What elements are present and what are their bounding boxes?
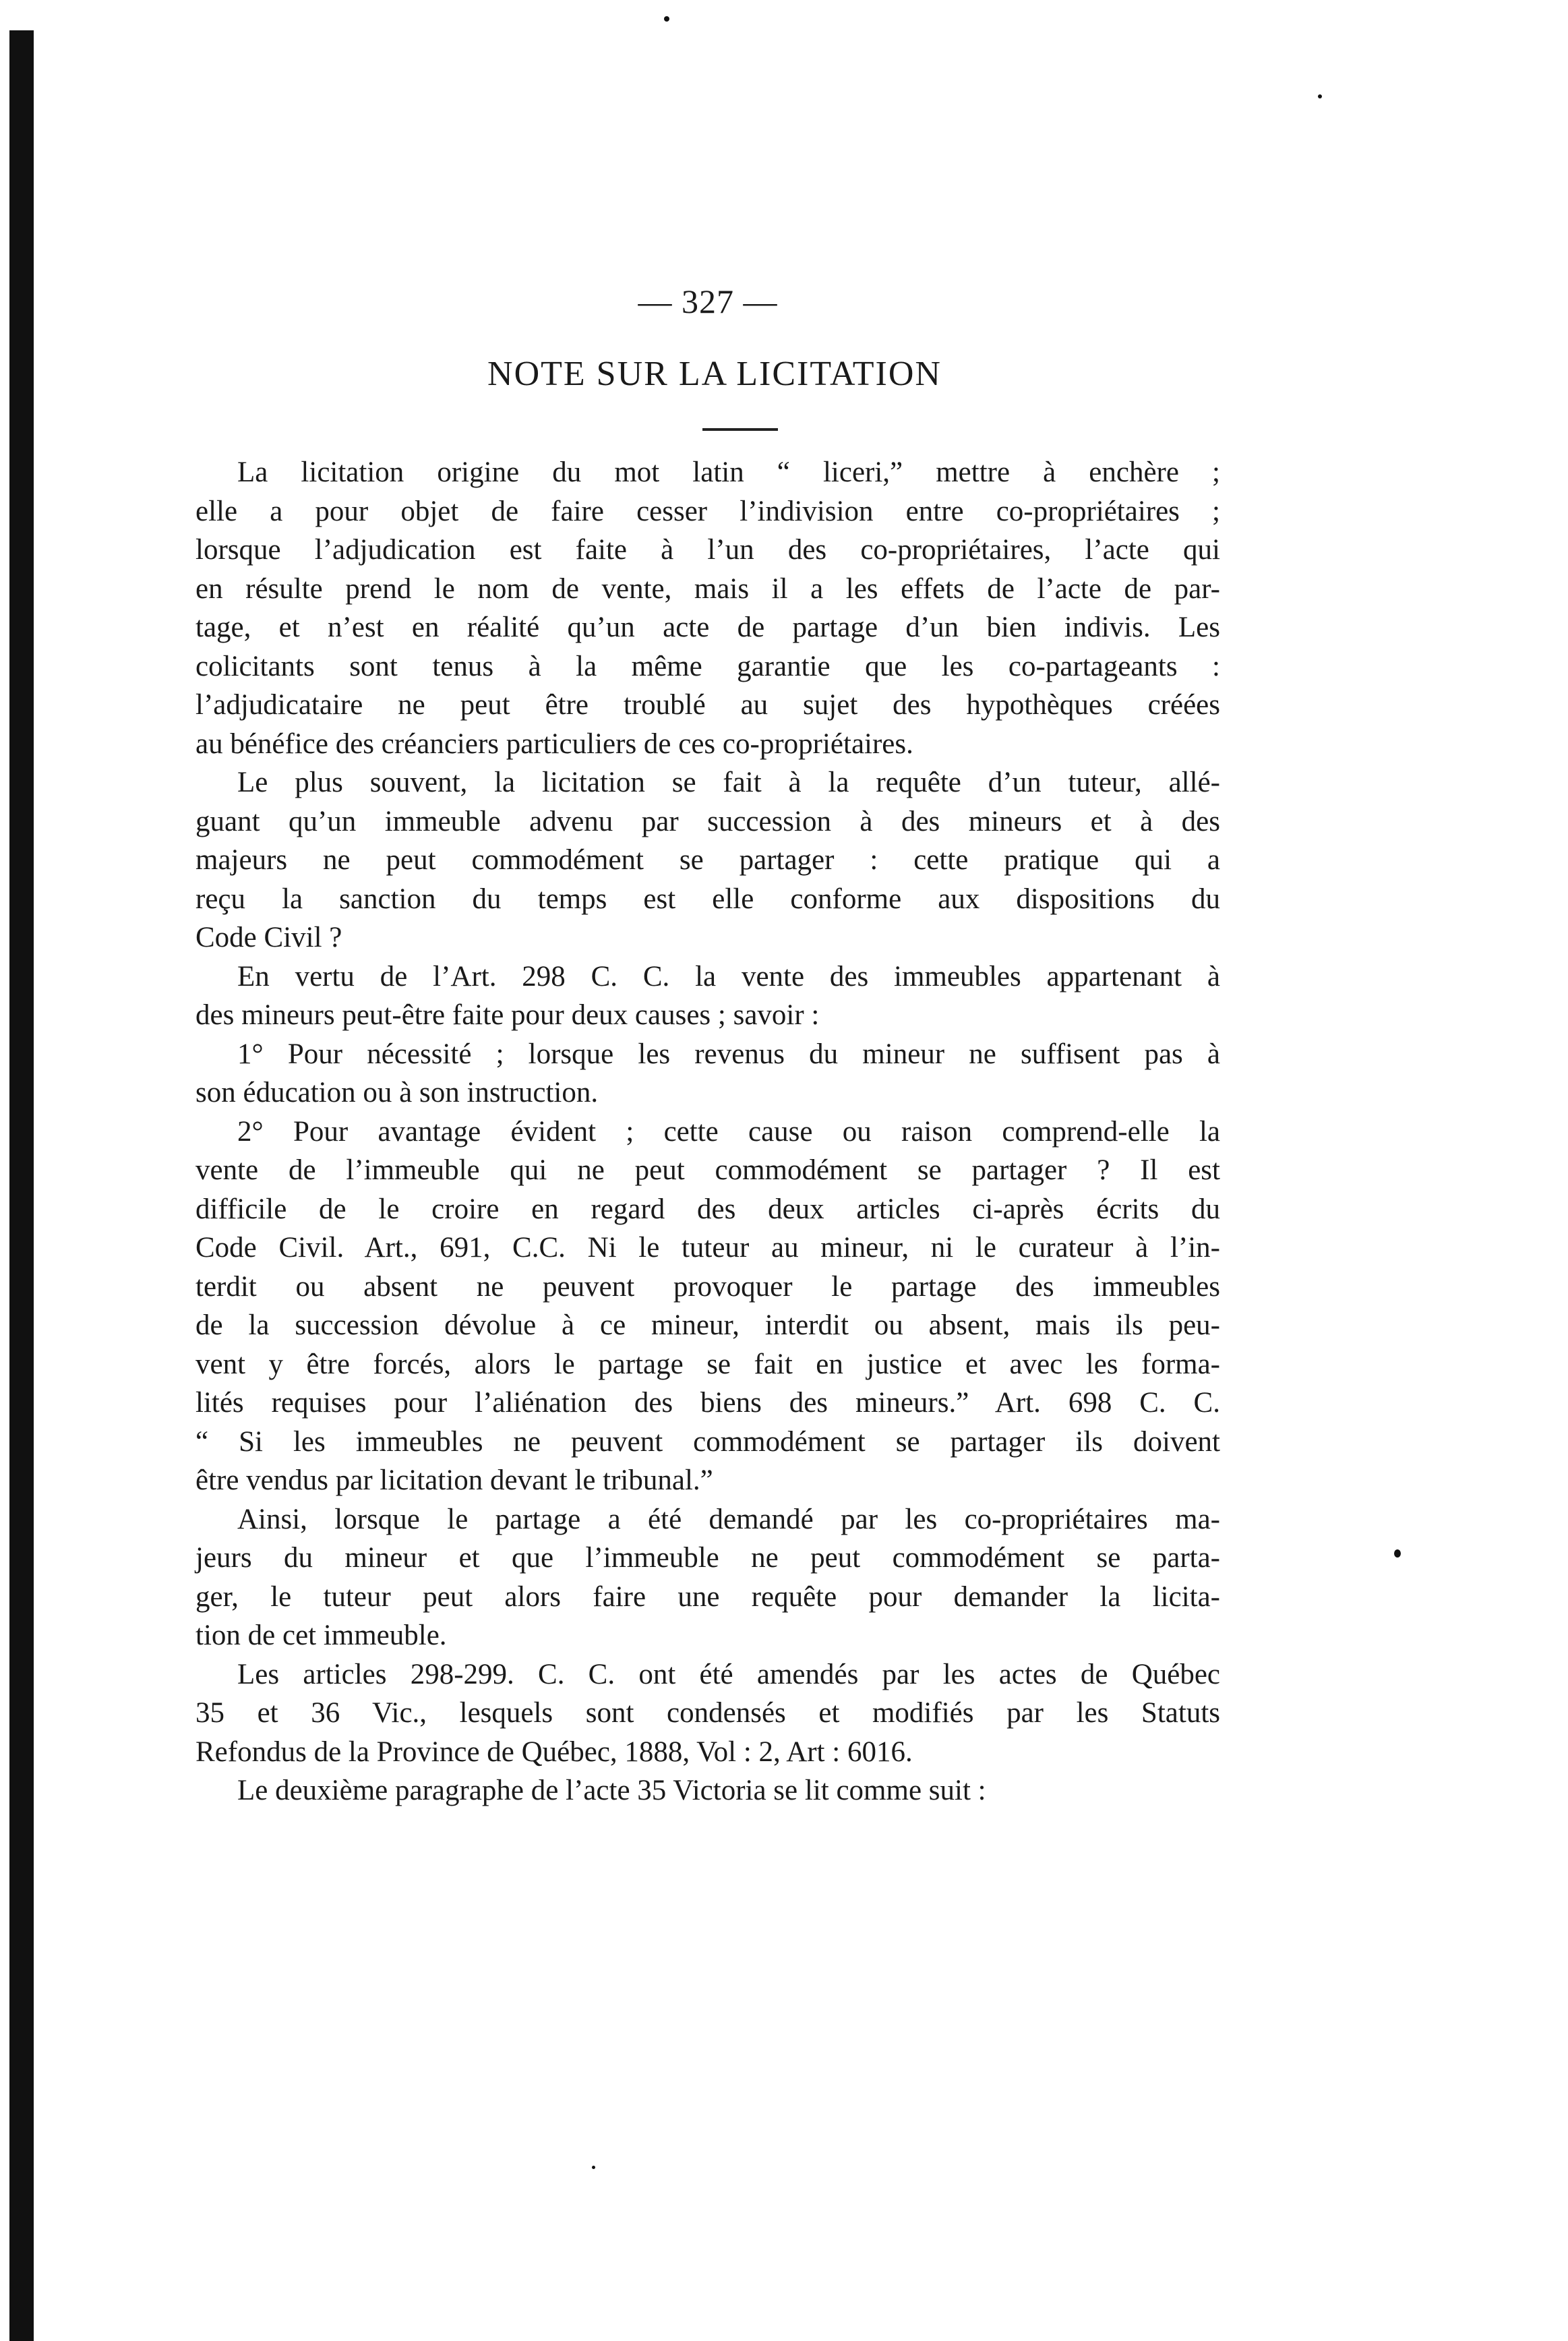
text-line: Ainsi, lorsque le partage a été demandé par les co-propriétaires ma-: [237, 1503, 1220, 1535]
text-line: tion de cet immeuble.: [195, 1620, 447, 1651]
text-line: ger, le tuteur peut alors faire une requête pour demander la licita-: [195, 1580, 1220, 1613]
text-line: 35 et 36 Vic., lesquels sont condensés et modifiés par les Statuts: [195, 1697, 1220, 1729]
text-line: de la succession dévolue à ce mineur, interdit ou absent, mais ils peu-: [195, 1309, 1220, 1341]
text-line: en résulte prend le nom de vente, mais il a les effets de l’acte de par-: [195, 572, 1220, 605]
text-line: guant qu’un immeuble advenu par succession à des mineurs et à des: [195, 805, 1220, 837]
text-line: Le plus souvent, la licitation se fait à la requête d’un tuteur, allé-: [237, 767, 1220, 798]
text-line: des mineurs peut-être faite pour deux causes ; savoir :: [195, 999, 820, 1031]
text-line: terdit ou absent ne peuvent provoquer le partage des immeubles: [195, 1270, 1220, 1303]
scan-speck: [1394, 1549, 1401, 1558]
text-line: lorsque l’adjudication est faite à l’un des co-propriétaires, l’acte qui: [195, 534, 1220, 566]
text-line: Code Civil ?: [195, 922, 342, 953]
text-line: être vendus par licitation devant le tribunal.”: [195, 1464, 713, 1496]
text-line: 2° Pour avantage évident ; cette cause ou raison comprend-elle la: [237, 1115, 1220, 1148]
text-line: son éducation ou à son instruction.: [195, 1077, 599, 1108]
text-line: majeurs ne peut commodément se partager : cette pratique qui a: [195, 844, 1220, 876]
title-rule: [702, 428, 778, 431]
text-line: Le deuxième paragraphe de l’acte 35 Victoria se lit comme suit :: [237, 1775, 986, 1806]
text-line: Les articles 298-299. C. C. ont été amendés par les actes de Québec: [237, 1658, 1220, 1690]
text-line: l’adjudicataire ne peut être troublé au sujet des hypothèques créées: [195, 689, 1220, 721]
text-line: tage, et n’est en réalité qu’un acte de partage d’un bien indivis. Les: [195, 612, 1220, 643]
text-line: elle a pour objet de faire cesser l’indivision entre co-propriétaires ;: [195, 495, 1220, 527]
text-line: au bénéfice des créanciers particuliers de ces co-propriétaires.: [195, 728, 913, 760]
text-line: vente de l’immeuble qui ne peut commodément se partager ? Il est: [195, 1154, 1220, 1186]
text-line: vent y être forcés, alors le partage se fait en justice et avec les forma-: [195, 1348, 1220, 1380]
page-title: NOTE SUR LA LICITATION: [487, 355, 942, 393]
text-line: colicitants sont tenus à la même garantie que les co-partageants :: [195, 650, 1220, 682]
text-line: En vertu de l’Art. 298 C. C. la vente des immeubles appartenant à: [237, 960, 1220, 992]
scan-speck: [592, 2166, 595, 2169]
text-line: lités requises pour l’aliénation des biens des mineurs.” Art. 698 C. C.: [195, 1387, 1220, 1419]
body-text: [195, 453, 1220, 1810]
page-number: — 327 —: [638, 283, 778, 320]
scan-speck: [1318, 94, 1322, 98]
text-line: Refondus de la Province de Québec, 1888, Vol : 2, Art : 6016.: [195, 1736, 913, 1768]
text-line: La licitation origine du mot latin “ liceri,” mettre à enchère ;: [237, 456, 1220, 488]
text-line: difficile de le croire en regard des deux articles ci-après écrits du: [195, 1193, 1220, 1225]
text-line: reçu la sanction du temps est elle conforme aux dispositions du: [195, 883, 1220, 915]
text-line: jeurs du mineur et que l’immeuble ne peut commodément se parta-: [195, 1542, 1220, 1574]
text-line: “ Si les immeubles ne peuvent commodément se partager ils doivent: [195, 1425, 1220, 1458]
scan-speck: [664, 16, 669, 22]
text-line: 1° Pour nécessité ; lorsque les revenus du mineur ne suffisent pas à: [237, 1038, 1220, 1070]
text-line: Code Civil. Art., 691, C.C. Ni le tuteur au mineur, ni le curateur à l’in-: [195, 1232, 1220, 1264]
